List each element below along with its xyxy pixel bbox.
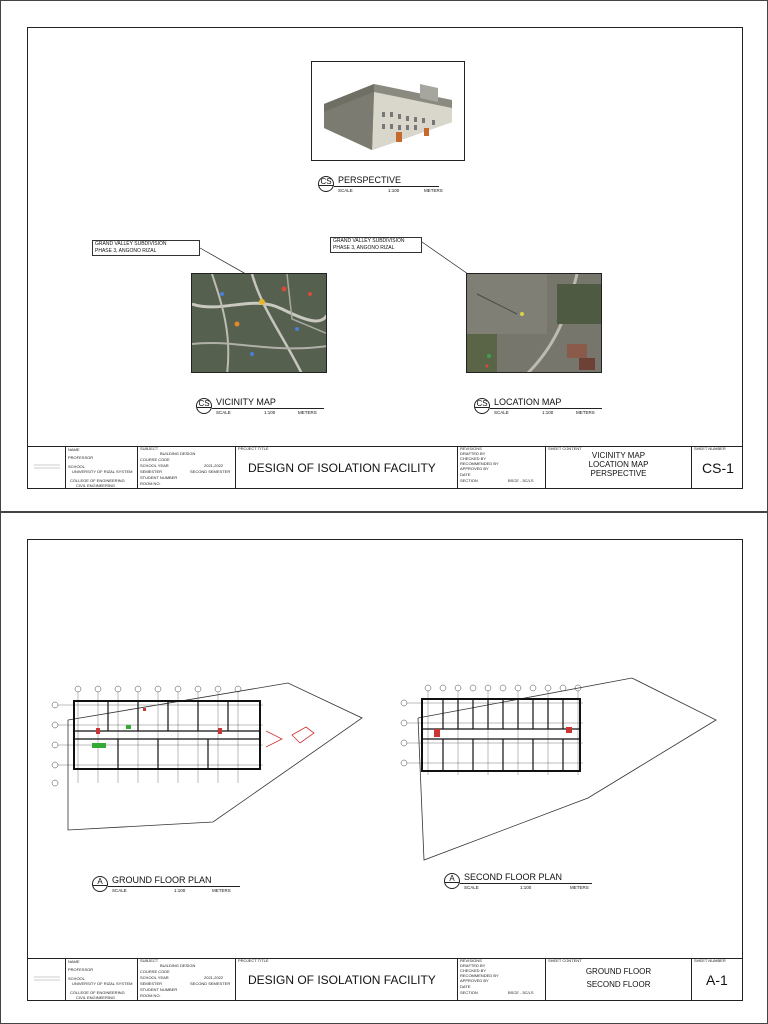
title-block (28, 958, 742, 1000)
perspective-label: CS PERSPECTIVE SCALE 1:100 METERS (318, 176, 443, 196)
street-map (192, 274, 327, 373)
section-badge: CS (318, 176, 334, 192)
vicinity-map-image (191, 273, 327, 373)
drawing-frame (27, 539, 743, 1001)
title-block (28, 446, 742, 488)
drawing-frame (27, 27, 743, 489)
location-map-image (466, 273, 602, 373)
section-badge: A (92, 876, 108, 892)
leader-lines (28, 28, 768, 508)
second-floor-label: A SECOND FLOOR PLAN SCALE 1:100 METERS (444, 873, 594, 893)
approval-cell: REVISIONS DRAFTED BY CHECKED BY RECOMMENDED BY APPROVED BY DATE SECTION BSCE - 5C/LS (458, 447, 546, 488)
section-badge: A (444, 873, 460, 889)
view-title: SECOND FLOOR PLAN (464, 872, 563, 882)
view-title: LOCATION MAP (494, 397, 562, 407)
ground-floor-plan (48, 683, 348, 793)
sheet-content: GROUND FLOOR SECOND FLOOR (585, 967, 652, 989)
section-badge: CS (196, 398, 212, 414)
student-info-cell: NAME PROFESSOR SCHOOL UNIVERSITY OF RIZAL SYSTEM COLLEGE OF ENGINEERING CIVIL ENGINEERING (66, 959, 138, 1000)
course-info-cell: SUBJECT BUILDING DESIGN COURSE CODE SCHOOL YEAR 2021-2022 SEMESTER SECOND SEMESTER STUDENT NUMBER ROOM NO. (138, 447, 236, 488)
sheet-number: CS-1 (702, 460, 734, 476)
location-map-label: CS LOCATION MAP SCALE 1:100 METERS (474, 398, 604, 418)
logo-cell (28, 447, 66, 488)
course-info-cell: SUBJECT BUILDING DESIGN COURSE CODE SCHOOL YEAR 2021-2022 SEMESTER SECOND SEMESTER STUDENT NUMBER ROOM NO. (138, 959, 236, 1000)
satellite-map (467, 274, 602, 373)
vicinity-map-label: CS VICINITY MAP SCALE 1:100 METERS (196, 398, 326, 418)
floor-plan-drawing (398, 683, 598, 793)
view-title: VICINITY MAP (216, 397, 276, 407)
section-badge: CS (474, 398, 490, 414)
sheet-number-cell: SHEET NUMBER CS-1 (694, 446, 734, 476)
view-title: PERSPECTIVE (338, 175, 402, 185)
location-callout: GRAND VALLEY SUBDIVISION PHASE 3, ANGONO RIZAL (330, 237, 422, 253)
project-title-cell: PROJECT TITLE DESIGN OF ISOLATION FACILITY (236, 447, 458, 488)
sheet-a1 (0, 512, 768, 1024)
logo-cell (28, 959, 66, 1000)
student-info-cell: NAME PROFESSOR SCHOOL UNIVERSITY OF RIZAL SYSTEM COLLEGE OF ENGINEERING CIVIL ENGINEERING (66, 447, 138, 488)
sheet-content: VICINITY MAP LOCATION MAP PERSPECTIVE (588, 451, 649, 478)
vicinity-callout: GRAND VALLEY SUBDIVISION PHASE 3, ANGONO RIZAL (92, 240, 200, 256)
sheet-content-cell: SHEET CONTENT VICINITY MAP LOCATION MAP PERSPECTIVE (546, 447, 692, 488)
approval-cell: REVISIONS DRAFTED BY CHECKED BY RECOMMENDED BY APPROVED BY DATE SECTION BSCE - 5C/LS (458, 959, 546, 1000)
sheet-number-cell: SHEET NUMBER A-1 (694, 958, 728, 988)
project-title: DESIGN OF ISOLATION FACILITY (248, 461, 436, 475)
sheet-number: A-1 (706, 972, 728, 988)
project-title: DESIGN OF ISOLATION FACILITY (248, 973, 436, 987)
sheet-content-cell: SHEET CONTENT GROUND FLOOR SECOND FLOOR (546, 959, 692, 1000)
floor-plan-drawing (48, 683, 348, 793)
school-logo (28, 959, 66, 999)
view-title: GROUND FLOOR PLAN (112, 875, 212, 885)
second-floor-plan (398, 683, 598, 793)
project-title-cell: PROJECT TITLE DESIGN OF ISOLATION FACILITY (236, 959, 458, 1000)
school-logo (28, 447, 66, 487)
ground-floor-label: A GROUND FLOOR PLAN SCALE 1:100 METERS (92, 876, 242, 896)
